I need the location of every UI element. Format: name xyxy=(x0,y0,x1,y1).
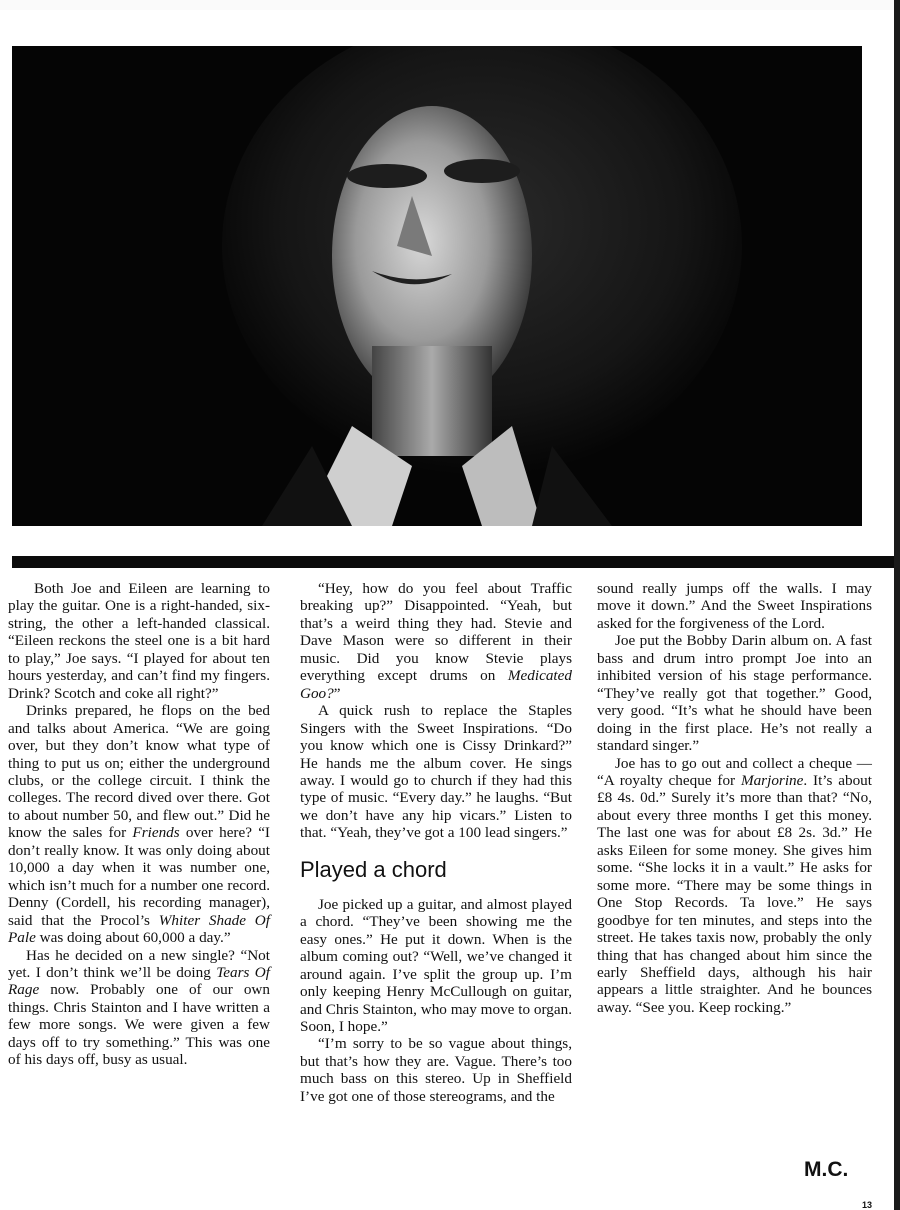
portrait-photo xyxy=(12,46,862,526)
paragraph: Joe has to go out and collect a cheque — “A royalty cheque for Marjorine. It’s about £8 4s. 0d.” Surely it’s more than that? “No, about every three months I get this money. The last one was for about £8 2s. 3d.” He asks Eileen for some money. She gives him some. “She locks it in a vault.” He asks for some more. “There may be some things in One Stop Records. Ta love.” He says goodbye for ten minutes, and steps into the street. He takes taxis now, probably the only thing that has changed about him since the early Sheffield days, although his hair appears a little straighter. And he bounces away. “See you. Keep rocking.” xyxy=(597,754,872,1016)
paragraph: Drinks prepared, he flops on the bed and talks about America. “We are going over, but they don’t know what type of thing to put us on; either the underground clubs, or the college circuit. I think the colleges. The record dived over there. Got to about number 50, and flew out.” Did he know the sales for Friends over here? “I don’t really know. It was only doing about 10,000 a day when it was number one, which isn’t much for a number one record. Denny (Cordell, his recording manager), said that the Procol’s Whiter Shade Of Pale was doing about 60,000 a day.” xyxy=(8,702,270,947)
page-number: 13 xyxy=(862,1200,873,1210)
page-top-strip xyxy=(0,0,900,10)
portrait-illustration xyxy=(12,46,862,526)
article-column-1 xyxy=(8,580,270,1069)
paragraph: sound really jumps off the walls. I may move it down.” And the Sweet Inspirations asked for the forgiveness of the Lord. xyxy=(597,580,872,632)
paragraph: Joe put the Bobby Darin album on. A fast bass and drum intro prompt Joe into an inhibited version of his stage performance. “They’ve really got that together.” Good, very good. “It’s what he should have been doing in the first place. He’s not really a standard singer.” xyxy=(597,632,872,755)
paragraph: Both Joe and Eileen are learning to play the guitar. One is a right-handed, six-string, the other a left-handed classical. “Eileen reckons the steel one is a bit hard to play,” Joe says. “I played for about ten hours yesterday, and can’t find my fingers. Drink? Scotch and coke all right?” xyxy=(8,580,270,702)
paragraph: Has he decided on a new single? “Not yet. I don’t think we’ll be doing Tears Of Rage now. Probably one of our own things. Chris Stainton and I have written a few more songs. We were given a few days off to try something.” This was one of his days off, busy as usual. xyxy=(8,946,270,1069)
paragraph: Joe picked up a guitar, and almost played a chord. “They’ve been showing me the easy ones.” He put it down. When is the album coming out? “Well, we’ve changed it around again. I’ve split the group up. I’m only keeping Henry McCullough on guitar, and Chris Stainton, who may move to organ. Soon, I hope.” xyxy=(300,895,572,1035)
page-edge-shadow xyxy=(894,0,900,1210)
section-subhead: Played a chord xyxy=(300,856,447,882)
author-byline: M.C. xyxy=(804,1158,849,1181)
article-column-3 xyxy=(597,580,872,1016)
article-column-2 xyxy=(300,580,572,1105)
paragraph: “Hey, how do you feel about Traffic breaking up?” Disappointed. “Yeah, but that’s a weird thing they had. Stevie and Dave Mason were so different in their music. Did you know Stevie plays everything except drums on Medicated Goo?” xyxy=(300,580,572,702)
horizontal-rule xyxy=(12,556,900,568)
paragraph: A quick rush to replace the Staples Singers with the Sweet Inspirations. “Do you know which one is Cissy Drinkard?” He hands me the album cover. He sings away. I would go to church if they had this type of music. “Every day.” he laughs. “But we don’t have any hip vicars.” Listen to that. “Yeah, they’ve got a 100 lead singers.” xyxy=(300,702,572,842)
paragraph: “I’m sorry to be so vague about things, but that’s how they are. Vague. There’s too much bass on this stereo. Up in Sheffield I’ve got one of those stereograms, and the xyxy=(300,1035,572,1105)
